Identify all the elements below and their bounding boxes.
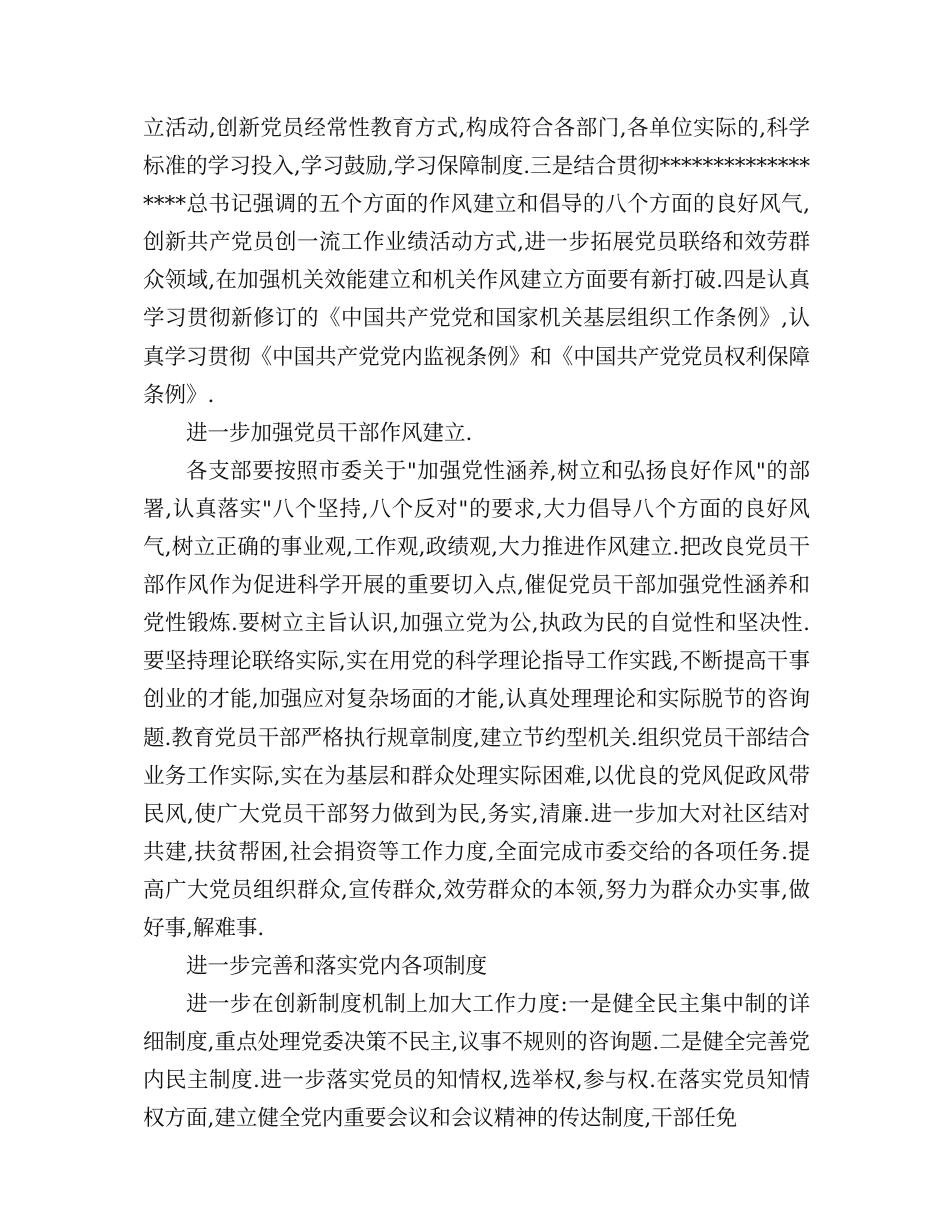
paragraph-style-body: 各支部要按照市委关于"加强党性涵养,树立和弘扬良好作风"的部署,认真落实"八个坚持,八个反对"的要求,大力倡导八个方面的良好风气,树立正确的事业观,工作观,政绩观,大力推进作风建立.把改良党员干部作风作为促进科学开展的重要切入点,催促党员干部加强党性涵养和党性锻炼.要树立主旨认识,加强立党为公,执政为民的自觉性和坚决性.要坚持理论联络实际,实在用党的科学理论指导工作实践,不断提高干事创业的才能,加强应对复杂场面的才能,认真处理理论和实际脱节的咨询题.教育党员干部严格执行规章制度,建立节约型机关.组织党员干部结合业务工作实际,实在为基层和群众处理实际困难,以优良的党风促政风带民风,使广大党员干部努力做到为民,务实,清廉.进一步加大对社区结对共建,扶贫帮困,社会捐资等工作力度,全面完成市委交给的各项任务.提高广大党员组织群众,宣传群众,效劳群众的本领,努力为群众办实事,做好事,解难事.: [143, 458, 810, 941]
document-page: [143, 110, 810, 1139]
section-heading-style: 进一步加强党员干部作风建立.: [186, 420, 473, 446]
paragraph-continuation: 立活动,创新党员经常性教育方式,构成符合各部门,各单位实际的,科学标准的学习投入,学习鼓励,学习保障制度.三是结合贯彻******************总书记强调的五个方面的作风建立和倡导的八个方面的良好风气,创新共产党员创一流工作业绩活动方式,进一步拓展党员联络和效劳群众领域,在加强机关效能建立和机关作风建立方面要有新打破.四是认真学习贯彻新修订的《中国共产党党和国家机关基层组织工作条例》,认真学习贯彻《中国共产党党内监视条例》和《中国共产党党员权利保障条例》.: [143, 116, 810, 408]
section-heading-system: 进一步完善和落实党内各项制度: [186, 954, 488, 980]
paragraph-system-body: 进一步在创新制度机制上加大工作力度:一是健全民主集中制的详细制度,重点处理党委决策不民主,议事不规则的咨询题.二是健全完善党内民主制度.进一步落实党员的知情权,选举权,参与权.在落实党员知情权方面,建立健全党内重要会议和会议精神的传达制度,干部任免: [143, 992, 810, 1132]
